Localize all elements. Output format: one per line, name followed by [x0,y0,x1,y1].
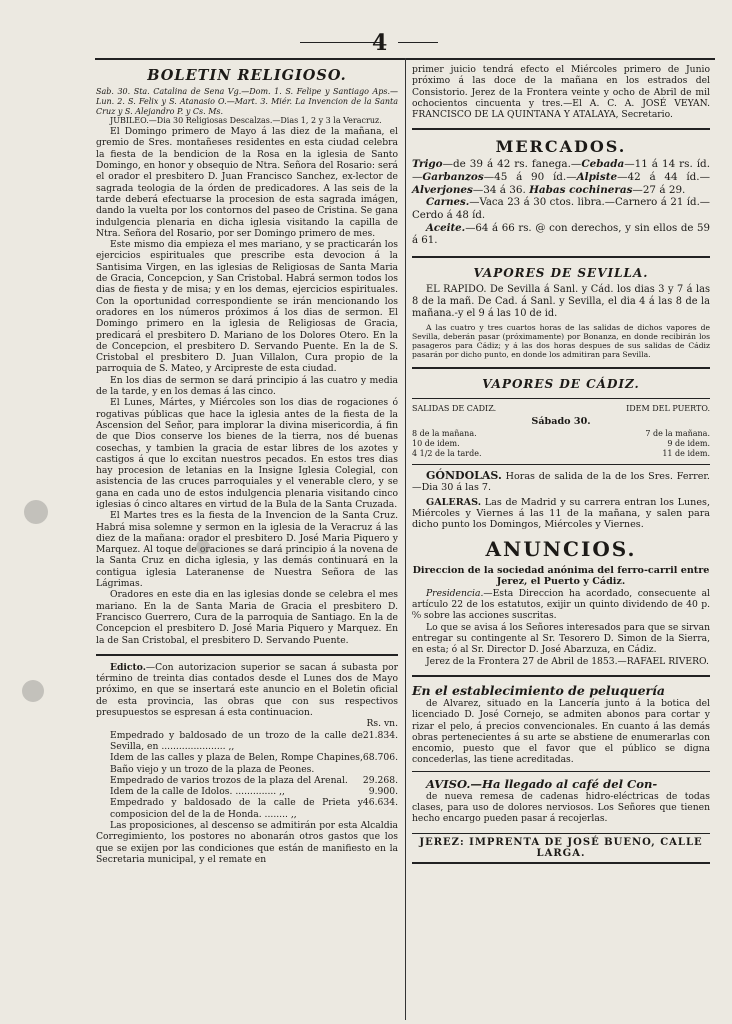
edicto-lead: Edicto. [110,661,146,673]
price-label: Habas cochineras [529,183,633,196]
price-label: Cebada [581,158,625,171]
price-value: —27 á 29. [632,183,686,196]
aviso-title: AVISO.—Ha llegado al café del Con- [426,776,658,791]
ferrocarril-text [412,588,710,622]
aceite-label: Aceite. [426,222,466,235]
galeras-text: Las de Madrid y su carrera entran los Lunes, Miércoles y Viernes á las 11 de la mañana, y salen para dicho punto los Domingos, Miércoles y Viernes. [412,496,710,531]
price-label: Alpiste [576,171,618,184]
gondolas-line [412,470,710,494]
section-rule [96,654,398,656]
edicto-item-desc: Empedrado y baldosado de un trozo de la calle de Sevilla, en ...................... ,, [110,729,363,752]
vapores-cadiz-header [412,404,710,414]
edicto-item-desc: Empedrado de varios trozos de la plaza del Arenal. [110,774,348,786]
vapores-cadiz-row [412,449,710,459]
continued-text: primer juicio tendrá efecto el Miércoles primero de Junio próximo á las doce de la mañana en los estrados del Consistorio. Jerez de la Frontera veinte y ocho de Abril de mil ochocientos cincuenta y tres.—El A. C. A. JOSÉ VEYAN. FRANCISCO DE LA QUINTANA Y ATALAYA, Secretario. [412,64,710,121]
mercados-title: MERCADOS. [495,137,627,157]
ferrocarril-title: Direccion de la sociedad anónima del ferro-carril entre Jerez, el Puerto y Cádiz. [412,564,710,588]
edicto-item [96,730,398,753]
section-rule [412,464,710,465]
jubileo-line: JUBILEO.—Dia 30 Religiosas Descalzas.—Dias 1, 2 y 3 la Veracruz. [110,116,382,126]
price-value: —45 á 90 íd.— [483,171,577,184]
price-value: —11 á 14 rs. íd.— [412,158,710,184]
boletin-paragraph: El Domingo primero de Mayo á las diez de la mañana, el gremio de Sres. montañeses residentes en esta ciudad celebra la fiesta de la bendicion de la Rosa en la iglesia de Santo Domingo, en honor y obsequio de Ntra. Señora del Rosario: será el orador el presbitero D. Juan Francisco Sanchez, ex-lector de sagrada teologia de la órden de predicadores. A las seis de la tarde deberá efectuarse la procesion de esta sagrada imágen, dando la vuelta por los contornos del paseo de Cristina. Se gana indulgencia plenaria en dicha iglesia visitando la capilla de Ntra. Señora del Rosario, por ser Domingo primero de mes. [96,126,398,239]
puerto-time: 9 de idem. [667,439,710,449]
printer-footer: JEREZ: IMPRENTA DE JOSÉ BUENO, CALLE LARGA. [412,833,710,865]
gondolas-label: GÓNDOLAS. [426,469,502,483]
puerto-time: 7 de la mañana. [645,429,710,439]
price-label: Garbanzos [422,171,484,184]
edicto-item [96,797,398,820]
section-rule [412,256,710,258]
vapores-cadiz-row [412,439,710,449]
column-divider [405,58,406,1020]
anuncios-title: ANUNCIOS. [485,536,637,561]
section-rule [412,128,710,130]
edicto-item-desc: Empedrado y baldosado de la calle de Prieta y composicion del de la de Honda. ........ ,, [110,797,363,820]
carnes-text: —Vaca 23 á 30 ctos. libra.—Carnero á 21 íd.—Cerdo á 48 íd. [412,197,710,221]
edicto-item-desc: Idem de las calles y plaza de Belen, Rompe Chapines, Baño viejo y un trozo de la plaza de Peones. [110,752,363,775]
saints-list: Sab. 30. Sta. Catalina de Sena Vg.—Dom. 1. S. Felipe y Santiago Aps.—Lun. 2. S. Felix y S. Atanasio O.—Mart. 3. Miér. La Invencion de la Santa Cruz y S. Alejandro P. y Cs. Ms. [96,87,398,116]
cadiz-time: 8 de la mañana. [412,429,477,439]
boletin-paragraph: Oradores en este dia en las iglesias donde se celebra el mes mariano. En la de Santa Maria de Gracia el presbitero D. Francisco Guerrero, Cura de la parroquia de Santiago. En la de Concepcion el presbitero D. José Maria Piquero y Marquez. En la de San Cristobal, el presbitero D. Servando Puente. [96,589,398,646]
section-rule [412,398,710,399]
ink-stain [22,680,44,702]
ferrocarril-text2: Lo que se avisa á los Señores interesados para que se sirvan entregar su contingente al Sr. Tesorero D. Simon de la Sierra, en esta; ó al Sr. Director D. José Abarzuza, en Cádiz. [412,621,710,656]
vapores-sevilla-text: EL RAPIDO. De Sevilla á Sanl. y Cád. los dias 3 y 7 á las 8 de la mañ. De Cad. á Sanl. y Sevilla, el dia 4 á las 8 de la mañana.-y el 9 á las 10 de id. [412,283,710,319]
idem-puerto-label: IDEM DEL PUERTO. [626,403,710,413]
right-column [412,64,710,864]
currency-label: Rs. vn. [366,718,398,730]
vapores-cadiz-title: VAPORES DE CÁDIZ. [482,376,640,391]
edicto-item-amount: 68.706. [362,752,398,764]
gondolas-text: Horas de salida de la de los Sres. Ferrer.—Dia 30 á las 7. [412,471,710,494]
boletin-paragraph: Este mismo dia empieza el mes mariano, y se practicarán los ejercicios espirituales que prescribe esta devocion á la Santisima Virgen, en las iglesias de Religiosas de Santa Maria de Gracia, Concepcion, y San Cristobal. Habrá sermon todos los dias de fiesta y de misa; y en los demas, ejercicios espirituales. Con la oportunidad correspondiente se irán mencionando los oradores en los números próximos á los dias de sermon. El Domingo primero en la iglesia de Religiosas de Gracia, predicará el presbitero D. Mariano de los Dolores Otero. En la de Concepcion, el presbitero D. Servando Puente. En la de S. Cristobal el presbitero D. Juan Villalon, Cura propio de la parroquia de S. Mateo, y Arcipreste de esta ciudad. [96,239,398,375]
vapores-sevilla-note: A las cuatro y tres cuartos horas de las salidas de dichos vapores de Sevilla, deberán pasar (próximamente) por Bonanza, en donde recibirán los pasageros para Cádiz; y á las dos horas despues de sus salidas de Cádiz pasarán por dicho punto, en donde los admitiran para Sevilla. [412,322,710,359]
ornament-rule-right [398,42,438,43]
cadiz-time: 4 1/2 de la tarde. [412,449,482,459]
section-rule [412,675,710,677]
aviso-text: de nueva remesa de cadenas hidro-eléctricas de todas clases, para uso de dolores nerviosos. Los Señores que tienen hecho encargo pueden pasar á recojerlas. [412,790,710,825]
vapores-cadiz-day: Sábado 30. [531,415,591,427]
edicto-item-amount: 29.268. [362,774,398,786]
edicto-item [96,775,398,786]
vapores-sevilla-title: VAPORES DE SEVILLA. [473,265,649,280]
page-number: 4 [372,30,388,56]
edicto-item [96,752,398,775]
edicto-item-amount: 21.834. [362,729,398,741]
edicto-item-desc: Idem de la calle de Idolos. .............. ,, [110,786,285,798]
aceite-text: —64 á 66 rs. @ con derechos, y sin ellos de 59 á 61. [412,223,710,247]
price-value: —de 39 á 42 rs. fanega.— [442,158,582,171]
ferrocarril-signature: Jerez de la Frontera 27 de Abril de 1853.—RAFAEL RIVERO. [426,655,709,667]
carnes-line [412,196,710,222]
price-value: —34 á 36. [472,183,530,196]
edicto-item-amount: 9.900. [368,786,398,798]
boletin-paragraph: En los dias de sermon se dará principio á las cuatro y media de la tarde, y en los demas á las cinco. [96,374,398,398]
vapores-cadiz-row [412,429,710,439]
aceite-line [412,222,710,248]
boletin-paragraph: El Lunes, Mártes, y Miércoles son los dias de rogaciones ó rogativas públicas que hace la iglesia antes de la fiesta de la Ascension del Señor, para implorar la divina misericordia, á fin de que Dios conserve los bienes de la tierra, nos dé buenas cosechas, y tambien la gracia de estar libres de los azotes y castigos á que lo excitan nuestros pecados. En estos tres dias hay procesion de letanias en la Insigne Iglesia Colegial, con asistencia de las cruces parroquiales y el venerable clero, y se gana en cada uno de estos indulgencia plenaria visitando cinco iglesias ó cinco altares en virtud de la Bula de la Santa Cruzada. [96,397,398,510]
puerto-time: 11 de idem. [662,449,710,459]
price-label: Alverjones [412,183,473,196]
galeras-label: GALERAS. [426,496,482,508]
cadiz-time: 10 de idem. [412,439,460,449]
ornament-rule-left [300,42,380,43]
mercados-prices [412,158,710,196]
presidencia-label: Presidencia. [426,587,484,599]
price-value: —42 á 44 íd.— [617,171,711,184]
ink-stain [196,540,210,554]
galeras-line [412,497,710,531]
edicto-closing: Las proposiciones, al descenso se admitirán por esta Alcaldia Corregimiento, los postores no abonarán otros gastos que los que se exijen por las condiciones que están de manifiesto en la Secretaria municipal, y el remate en [96,820,398,865]
peluqueria-text: de Alvarez, situado en la Lancería junto á la botica del licenciado D. José Cornejo, se admiten abonos para cortar y rizar el pelo, á precios convencionales. En cuanto á las demás obras pertenecientes á su arte se abstiene de enumerarlas con encomio, puesto que el favor que el público se digna concederlas, las tiene acreditadas. [412,697,710,766]
page-header-ornament [0,28,732,54]
edicto-item [96,786,398,797]
edicto-text: —Con autorizacion superior se sacan á subasta por término de treinta dias contados desde el Lunes dos de Mayo próximo, en que se insertará este anuncio en el Boletin oficial de esta provincia, las obras que con sus respectivos presupuestos se espresan á esta continuacion. [96,661,398,719]
left-column [96,64,398,865]
section-rule [412,367,710,369]
carnes-label: Carnes. [426,196,470,209]
edicto-paragraph [96,662,398,718]
price-label: Trigo [412,158,443,171]
salidas-cadiz-label: SALIDAS DE CADIZ. [412,403,497,413]
edicto-item-amount: 46.634. [362,797,398,809]
boletin-title: BOLETIN RELIGIOSO. [147,67,347,84]
ink-stain [24,500,48,524]
section-rule [412,771,710,772]
boletin-paragraph: El Martes tres es la fiesta de la Invencion de la Santa Cruz. Habrá misa solemne y sermon en la iglesia de la Veracruz á las diez de la mañana: orador el presbitero D. José Maria Piquero y Marquez. Al toque de oraciones se dará principio á la novena de la Santa Cruz en dicha iglesia, y las demás continuará en la contigua iglesia Lateranense de Nuestra Señora de las Lágrimas. [96,510,398,590]
presidencia-text: —Esta Direccion ha acordado, consecuente al artículo 22 de los estatutos, exijir un quinto dividendo de 40 p. ⁰⁄₀ sobre las acciones suscritas. [412,587,710,622]
peluqueria-title: En el establecimiento de peluquería [412,682,665,698]
